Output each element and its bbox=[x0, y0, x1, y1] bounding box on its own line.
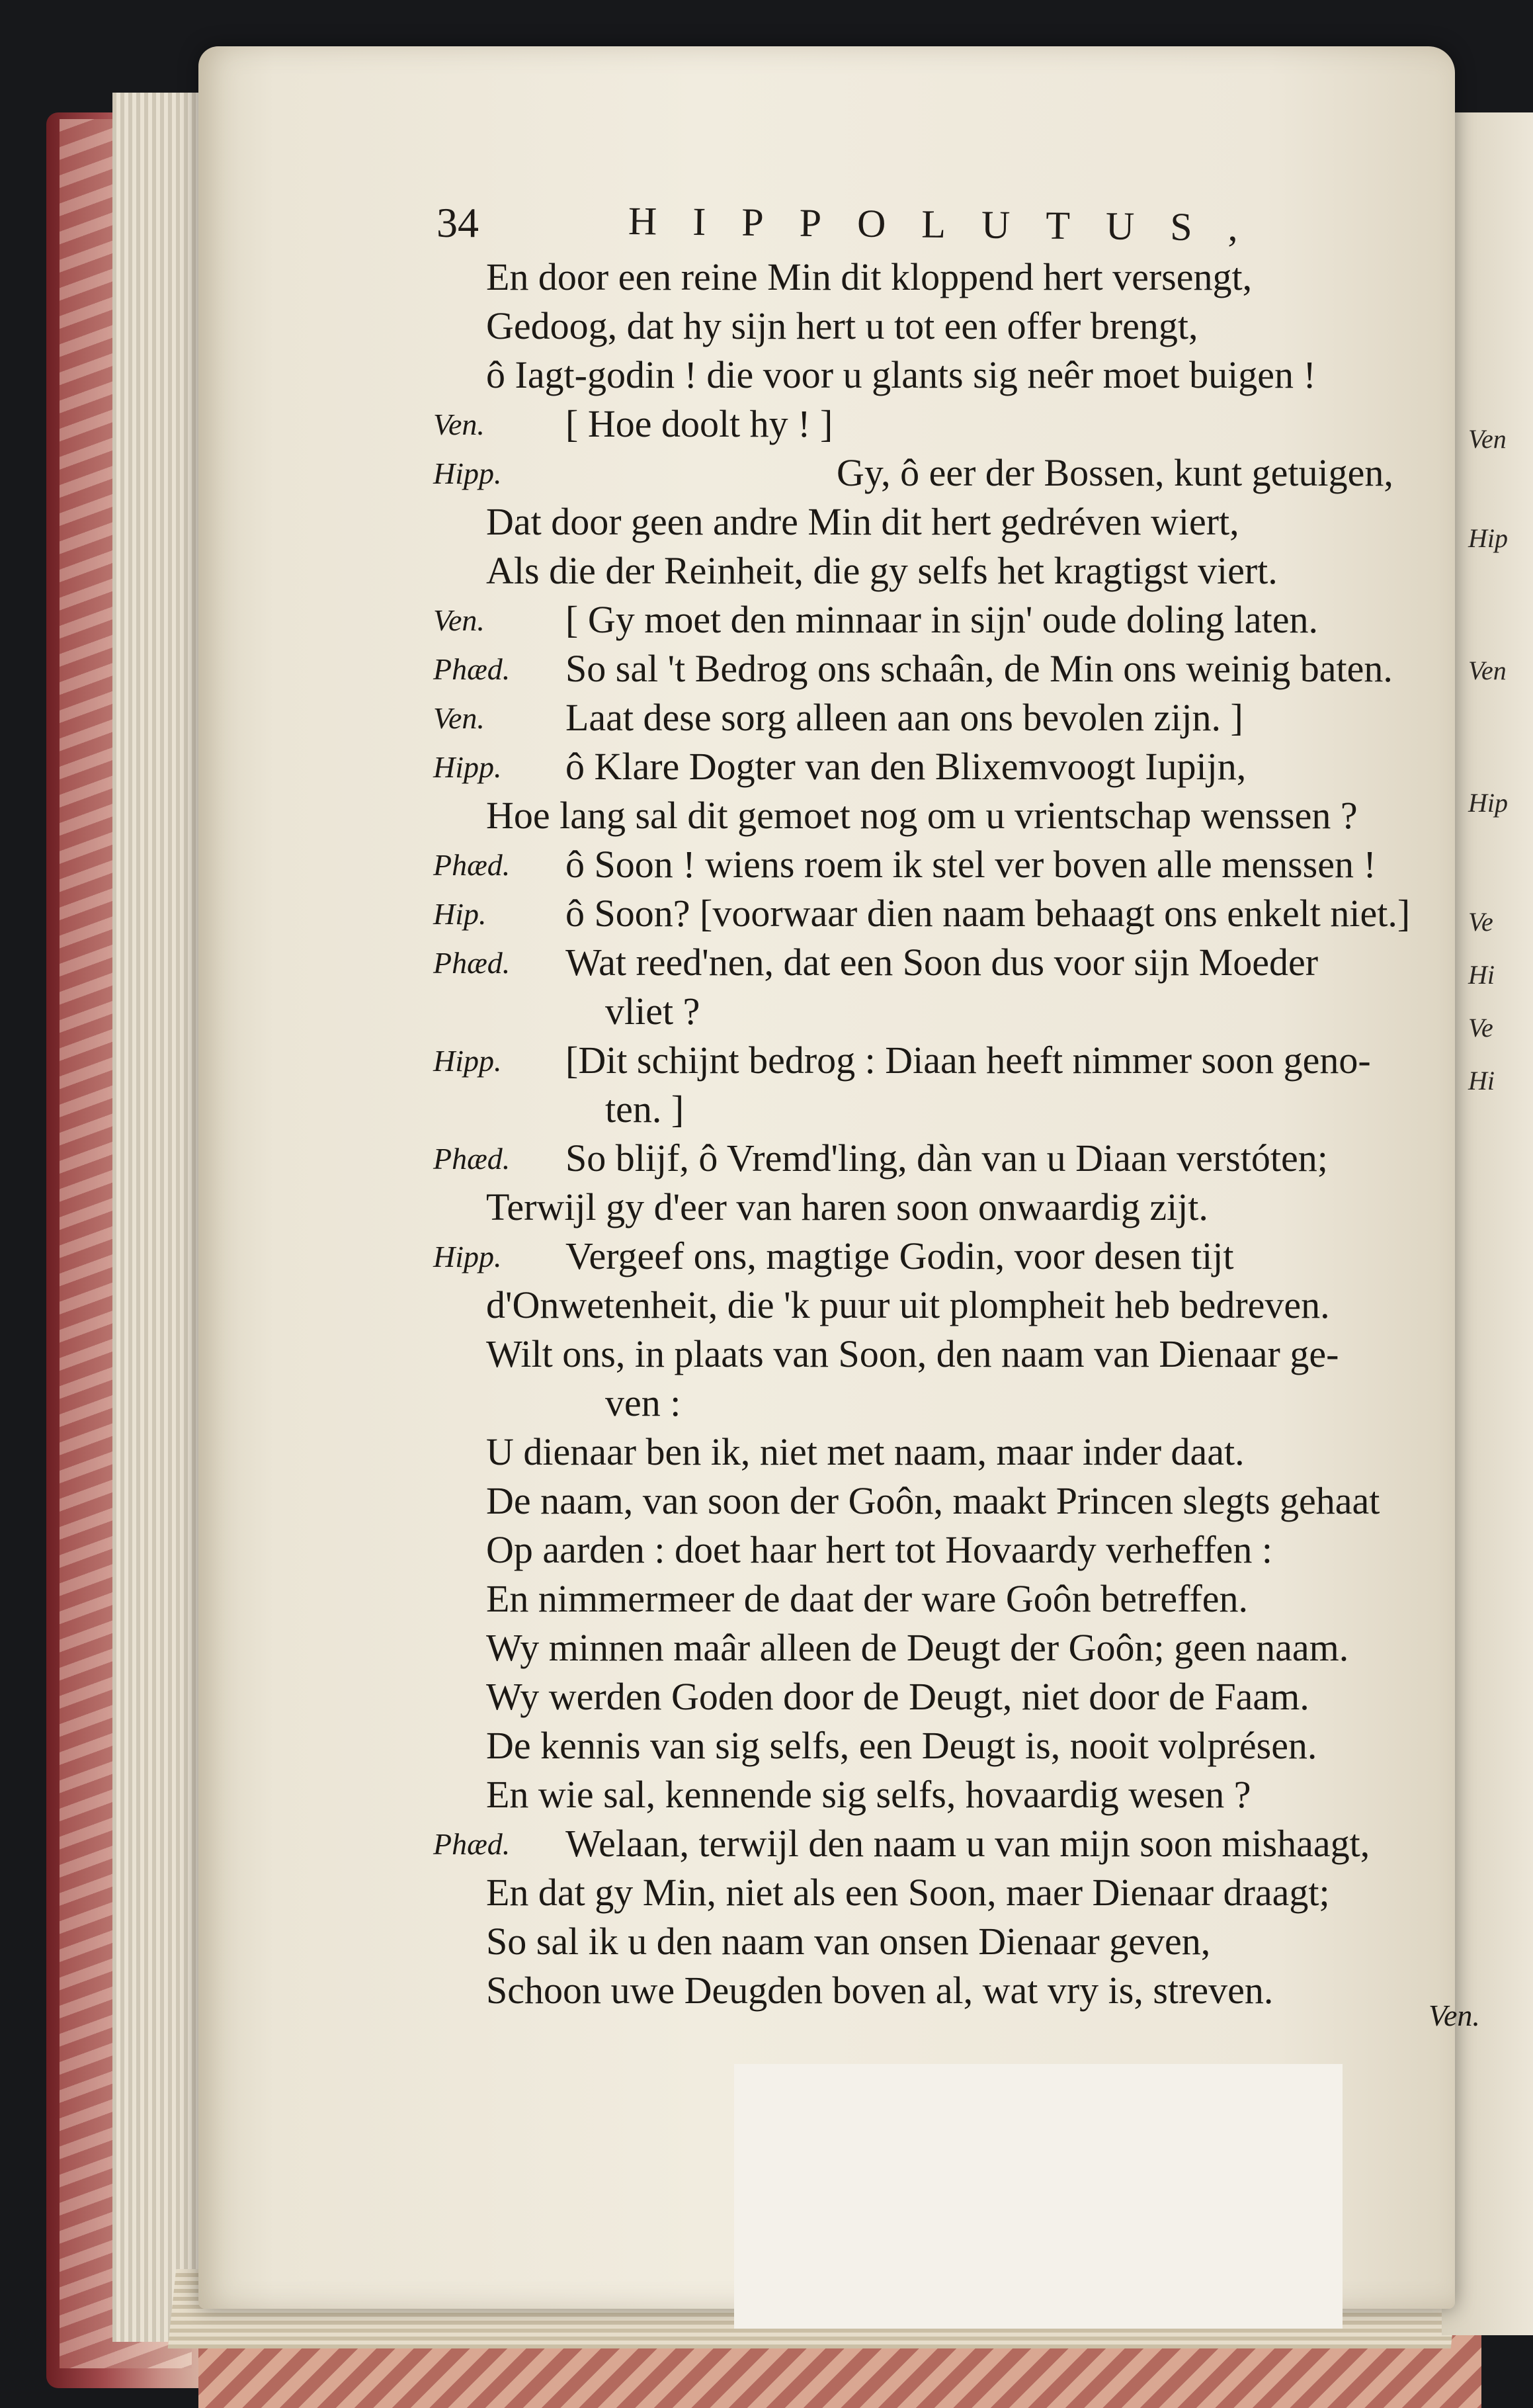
verse-text: [ Hoe doolt hy ! ] bbox=[565, 402, 833, 445]
verse-line bbox=[433, 1772, 1465, 1821]
verse-line bbox=[433, 1136, 1465, 1185]
speaker-label: Phæd. bbox=[433, 946, 511, 980]
verse-text: Welaan, terwijl den naam u van mijn soon mishaagt, bbox=[565, 1822, 1370, 1865]
verse-text: Hoe lang sal dit gemoet nog om u vrientschap wenssen ? bbox=[486, 794, 1358, 837]
verse-line bbox=[433, 1674, 1465, 1723]
speaker-label: Ven. bbox=[433, 701, 485, 735]
verse-text: En dat gy Min, niet als een Soon, maer Dienaar draagt; bbox=[486, 1871, 1330, 1914]
running-title: HIPPOLUTUS, bbox=[628, 199, 1274, 250]
verse-line bbox=[433, 1234, 1465, 1283]
verse-text: ten. ] bbox=[605, 1088, 684, 1131]
speaker-label: Hip. bbox=[433, 897, 487, 931]
verse-text: En wie sal, kennende sig selfs, hovaardig wesen ? bbox=[486, 1773, 1251, 1816]
verse-text: U dienaar ben ik, niet met naam, maar inder daat. bbox=[486, 1430, 1245, 1473]
facing-page-fragment: Ve bbox=[1468, 907, 1493, 937]
verse-line bbox=[433, 1625, 1465, 1674]
verse-line bbox=[433, 1919, 1465, 1968]
speaker-label: Phæd. bbox=[433, 652, 511, 686]
verse-line bbox=[433, 940, 1465, 989]
verse-line bbox=[433, 1479, 1465, 1527]
verse-line bbox=[433, 499, 1465, 548]
verse-text: ô Iagt-godin ! die voor u glants sig neêr moet buigen ! bbox=[486, 353, 1316, 396]
verse-text: [ Gy moet den minnaar in sijn' oude doling laten. bbox=[565, 598, 1318, 641]
verse-line bbox=[433, 353, 1465, 402]
verse-line bbox=[433, 1283, 1465, 1332]
verse-line bbox=[433, 891, 1465, 940]
verse-line bbox=[433, 1087, 1465, 1136]
verse-line bbox=[433, 1185, 1465, 1234]
facing-page-fragment: Ven bbox=[1468, 656, 1507, 685]
speaker-label: Hipp. bbox=[433, 1240, 502, 1273]
speaker-label: Ven. bbox=[433, 408, 485, 441]
verse-text: Op aarden : doet haar hert tot Hovaardy verheffen : bbox=[486, 1528, 1273, 1571]
verse-line bbox=[433, 451, 1465, 499]
verse-text: Wat reed'nen, dat een Soon dus voor sijn Moeder bbox=[565, 941, 1319, 984]
verse-line bbox=[433, 1723, 1465, 1772]
verse-line bbox=[433, 402, 1465, 451]
speaker-label: Hipp. bbox=[433, 750, 502, 784]
facing-page-fragment: Hi bbox=[1468, 960, 1495, 990]
facing-page-fragment: Ven bbox=[1468, 424, 1507, 454]
verse-text: De kennis van sig selfs, een Deugt is, nooit volprésen. bbox=[486, 1724, 1317, 1767]
verse-text: vliet ? bbox=[605, 990, 700, 1033]
verse-text: So sal ik u den naam van onsen Dienaar geven, bbox=[486, 1920, 1211, 1963]
verse-text: De naam, van soon der Goôn, maakt Princen slegts gehaat bbox=[486, 1479, 1380, 1522]
verse-line bbox=[433, 1381, 1465, 1430]
verse-line bbox=[433, 646, 1465, 695]
speaker-label: Phæd. bbox=[433, 848, 511, 882]
verse-text: [Dit schijnt bedrog : Diaan heeft nimmer soon geno- bbox=[565, 1039, 1371, 1082]
verse-text: Gedoog, dat hy sijn hert u tot een offer brengt, bbox=[486, 304, 1198, 347]
verse-text: Terwijl gy d'eer van haren soon onwaardig zijt. bbox=[486, 1185, 1208, 1228]
verse-text: Laat dese sorg alleen aan ons bevolen zijn. ] bbox=[565, 696, 1243, 739]
verse-line bbox=[433, 1576, 1465, 1625]
verse-text: En door een reine Min dit kloppend hert versengt, bbox=[486, 255, 1253, 298]
verse-line bbox=[433, 255, 1465, 304]
verse-text: Schoon uwe Deugden boven al, wat vry is, streven. bbox=[486, 1969, 1274, 2012]
verse-line bbox=[433, 304, 1465, 353]
verse-text: En nimmermeer de daat der ware Goôn betreffen. bbox=[486, 1577, 1248, 1620]
verse-text: Vergeef ons, magtige Godin, voor desen tijt bbox=[565, 1234, 1234, 1277]
verse-text: Wy minnen maâr alleen de Deugt der Goôn; geen naam. bbox=[486, 1626, 1349, 1669]
verse-text: So blijf, ô Vremd'ling, dàn van u Diaan verstóten; bbox=[565, 1137, 1328, 1180]
verse-text: d'Onwetenheit, die 'k puur uit plompheit heb bedreven. bbox=[486, 1283, 1330, 1326]
speaker-label: Hipp. bbox=[433, 456, 502, 490]
blank-patch bbox=[734, 2064, 1343, 2329]
verse-text: Gy, ô eer der Bossen, kunt getuigen, bbox=[837, 451, 1393, 494]
verse-text: Wy werden Goden door de Deugt, niet door de Faam. bbox=[486, 1675, 1309, 1718]
verse-line bbox=[433, 1527, 1465, 1576]
facing-page-fragment: Ve bbox=[1468, 1013, 1493, 1043]
verse-line bbox=[433, 1038, 1465, 1087]
facing-page-fragment: Hip bbox=[1468, 523, 1508, 553]
verse-line bbox=[433, 1430, 1465, 1479]
verse-text: ô Klare Dogter van den Blixemvoogt Iupijn, bbox=[565, 745, 1247, 788]
verse-line bbox=[433, 1821, 1465, 1870]
verse-line bbox=[433, 548, 1465, 597]
verse-line bbox=[433, 842, 1465, 891]
verse-text: ô Soon? [voorwaar dien naam behaagt ons enkelt niet.] bbox=[565, 892, 1411, 935]
speaker-label: Phæd. bbox=[433, 1142, 511, 1176]
verse-text: Wilt ons, in plaats van Soon, den naam van Dienaar ge- bbox=[486, 1332, 1339, 1375]
verse-line bbox=[433, 695, 1465, 744]
play-text bbox=[433, 255, 1465, 2017]
speaker-label: Ven. bbox=[433, 603, 485, 637]
verse-text: Dat door geen andre Min dit hert gedréven wiert, bbox=[486, 500, 1239, 543]
facing-page-fragment: Hip bbox=[1468, 788, 1508, 818]
verse-line bbox=[433, 1332, 1465, 1381]
verse-text: ô Soon ! wiens roem ik stel ver boven alle menssen ! bbox=[565, 843, 1376, 886]
speaker-label: Phæd. bbox=[433, 1827, 511, 1861]
verse-line bbox=[433, 1968, 1465, 2017]
verse-line bbox=[433, 744, 1465, 793]
verse-line bbox=[433, 1870, 1465, 1919]
facing-page-fragment: Hi bbox=[1468, 1066, 1495, 1096]
verse-line bbox=[433, 597, 1465, 646]
verse-text: So sal 't Bedrog ons schaân, de Min ons weinig baten. bbox=[565, 647, 1393, 690]
catchword: Ven. bbox=[1429, 1999, 1480, 2032]
verse-line bbox=[433, 989, 1465, 1038]
verse-text: Als die der Reinheit, die gy selfs het kragtigst viert. bbox=[486, 549, 1278, 592]
page-number: 34 bbox=[436, 199, 479, 246]
verse-text: ven : bbox=[605, 1381, 681, 1424]
speaker-label: Hipp. bbox=[433, 1044, 502, 1078]
verse-line bbox=[433, 793, 1465, 842]
